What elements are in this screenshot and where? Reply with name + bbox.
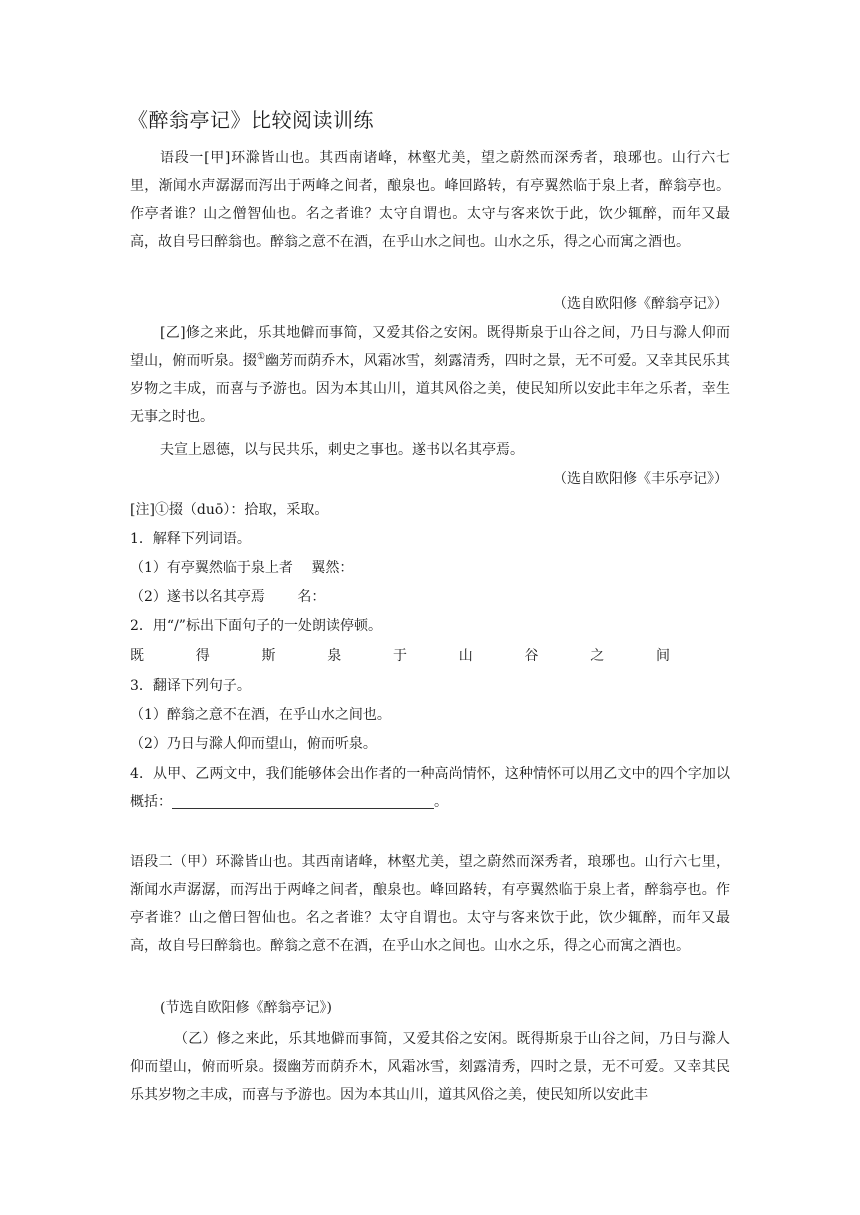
question-2: 2．用“/”标出下面句子的一处朗读停顿。 <box>130 618 382 634</box>
passage-1-yi-source: （选自欧阳修《丰乐亭记》） <box>553 471 728 487</box>
question-1-item-1: （1）有亭翼然临于泉上者 翼然： <box>130 560 354 576</box>
annotation-note: [注]①掇（duō）：拾取，采取。 <box>130 502 329 518</box>
footnote-marker: ① <box>256 352 266 362</box>
pause-sentence <box>130 642 670 670</box>
passage-2-yi: （乙）修之来此，乐其地僻而事简，又爱其俗之安闲。既得斯泉于山谷之间，乃日与滁人仰而望山，俯而听泉。掇幽芳而荫乔木，风霜冰雪，刻露清秀，四时之景，无不可爱。又幸其民乐其岁物之丰成，而喜与予游也。因为本其山川，道其风俗之美，使民知所以安此丰 <box>130 1031 730 1103</box>
pause-char: 谷 <box>524 648 539 664</box>
passage-1-yi-part1: [乙]修之来此，乐其地僻而事简，又爱其俗之安闲。既得斯泉于山谷之间，乃日与滁人仰而望山，俯而听泉。掇 <box>130 325 730 369</box>
pause-char: 间 <box>656 648 670 664</box>
question-3: 3．翻译下列句子。 <box>130 678 251 694</box>
question-4-text: 4．从甲、乙两文中，我们能够体会出作者的一种高尚情怀，这种情怀可以用乙文中的四个字加以概括： <box>130 766 730 810</box>
question-4 <box>130 760 730 816</box>
question-4-end: 。 <box>434 794 448 810</box>
page-title: 《醉翁亭记》比较阅读训练 <box>128 108 374 132</box>
passage-1-jia: 语段一[甲]环滁皆山也。其西南诸峰，林壑尤美，望之蔚然而深秀者，琅琊也。山行六七里，渐闻水声潺潺而泻出于两峰之间者，酿泉也。峰回路转，有亭翼然临于泉上者，醉翁亭也。作亭者谁？山之僧智仙也。名之者谁？太守自谓也。太守与客来饮于此，饮少辄醉，而年又最高，故自号曰醉翁也。醉翁之意不在酒，在乎山水之间也。山水之乐，得之心而寓之酒也。 <box>130 150 730 250</box>
question-3-item-2: （2）乃日与滁人仰而望山，俯而听泉。 <box>130 736 377 752</box>
question-1-item-2: （2）遂书以名其亭焉 名： <box>130 589 326 605</box>
passage-1-yi-part2: 幽芳而荫乔木，风霜冰雪，刻露清秀，四时之景，无不可爱。又幸其民乐其岁物之丰成，而喜与予游也。因为本其山川，道其风俗之美，使民知所以安此丰年之乐者，幸生无事之时也。 <box>130 353 731 425</box>
answer-blank[interactable] <box>172 792 434 809</box>
pause-char: 泉 <box>327 648 342 664</box>
pause-char: 之 <box>590 648 605 664</box>
pause-char: 斯 <box>261 648 276 664</box>
passage-1-yi <box>130 319 730 431</box>
passage-2-jia-source: (节选自欧阳修《醉翁亭记》) <box>160 1000 332 1016</box>
pause-char: 得 <box>195 648 210 664</box>
passage-2-jia: 语段二（甲）环滁皆山也。其西南诸峰，林壑尤美，望之蔚然而深秀者，琅琊也。山行六七里，渐闻水声潺潺，而泻出于两峰之间者，酿泉也。峰回路转，有亭翼然临于泉上者，醉翁亭也。作亭者谁？山之僧曰智仙也。名之者谁？太守自谓也。太守与客来饮于此，饮少辄醉，而年又最高，故自号曰醉翁也。醉翁之意不在酒，在乎山水之间也。山水之乐，得之心而寓之酒也。 <box>130 854 730 954</box>
pause-char: 既 <box>130 648 144 664</box>
passage-1-yi-conclusion: 夫宣上恩德，以与民共乐，刺史之事也。遂书以名其亭焉。 <box>160 442 524 458</box>
question-3-item-1: （1）醉翁之意不在酒，在乎山水之间也。 <box>130 707 391 723</box>
passage-1-jia-source: （选自欧阳修《醉翁亭记》） <box>553 296 728 312</box>
pause-char: 山 <box>458 648 473 664</box>
pause-char: 于 <box>393 648 407 664</box>
question-1: 1．解释下列词语。 <box>130 531 251 547</box>
